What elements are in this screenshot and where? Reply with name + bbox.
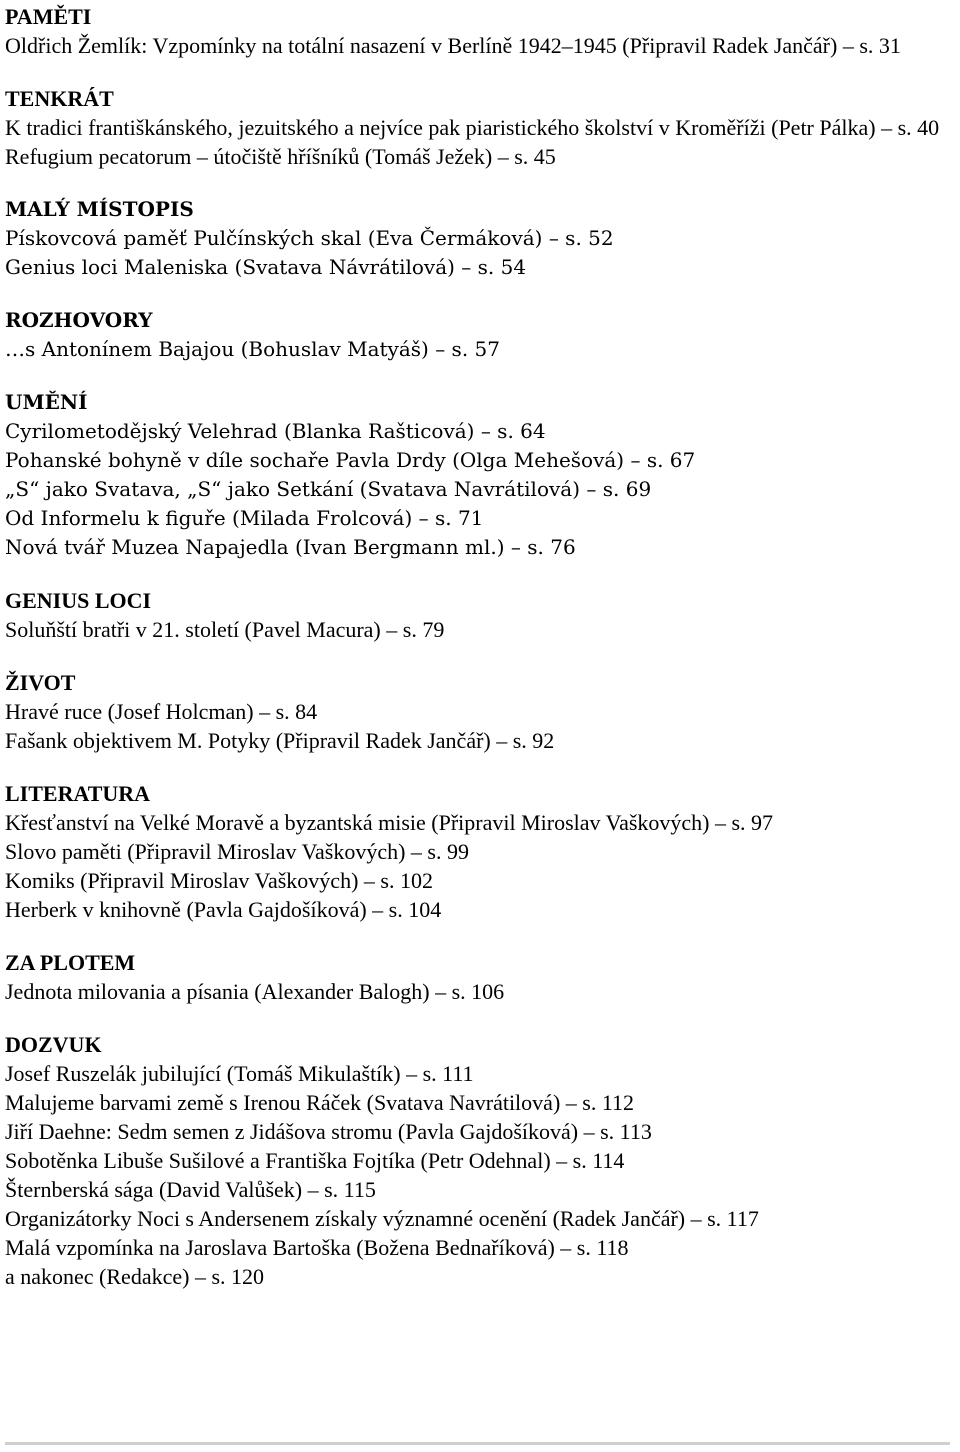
toc-entry: Pískovcová paměť Pulčínských skal (Eva Čermáková) – s. 52 — [5, 226, 614, 250]
section-title: LITERATURA — [5, 781, 151, 806]
toc-entry: Genius loci Maleniska (Svatava Návrátilová) – s. 54 — [5, 255, 527, 279]
section-maly-mistopis — [5, 195, 950, 282]
toc-entry: Jednota milovania a písania (Alexander Balogh) – s. 106 — [5, 979, 505, 1004]
toc-entry: „S“ jako Svatava, „S“ jako Setkání (Svatava Navrátilová) – s. 69 — [5, 477, 652, 501]
section-title: DOZVUK — [5, 1032, 102, 1057]
toc-entry: K tradici františkánského, jezuitského a nejvíce pak piaristického školství v Kroměříži (Petr Pálka) – s. 40 — [5, 115, 940, 140]
toc-entry: Od Informelu k figuře (Milada Frolcová) – s. 71 — [5, 506, 484, 530]
section-title: MALÝ MÍSTOPIS — [5, 197, 194, 221]
section-za-plotem — [5, 948, 950, 1006]
toc-entry: Křesťanství na Velké Moravě a byzantská misie (Připravil Miroslav Vaškových) – s. 97 — [5, 810, 774, 835]
toc-entry: Josef Ruszelák jubilující (Tomáš Mikulaštík) – s. 111 — [5, 1061, 474, 1086]
section-title: ROZHOVORY — [5, 308, 153, 332]
toc-entry: Nová tvář Muzea Napajedla (Ivan Bergmann ml.) – s. 76 — [5, 535, 576, 559]
section-zivot — [5, 668, 950, 755]
toc-entry: Soluňští bratři v 21. století (Pavel Macura) – s. 79 — [5, 617, 445, 642]
toc-entry: Šternberská sága (David Valůšek) – s. 115 — [5, 1177, 376, 1202]
toc-entry: Organizátorky Noci s Andersenem získaly významné ocenění (Radek Jančář) – s. 117 — [5, 1206, 759, 1231]
toc-entry: Komiks (Připravil Miroslav Vaškových) – s. 102 — [5, 868, 433, 893]
bottom-divider — [5, 1442, 950, 1445]
toc-entry: Fašank objektivem M. Potyky (Připravil Radek Jančář) – s. 92 — [5, 728, 555, 753]
section-title: UMĚNÍ — [5, 390, 88, 414]
section-tenkrat — [5, 84, 950, 171]
section-umeni — [5, 388, 950, 562]
toc-entry: Refugium pecatorum – útočiště hříšníků (Tomáš Ježek) – s. 45 — [5, 144, 556, 169]
table-of-contents — [5, 2, 950, 1315]
toc-entry: Jiří Daehne: Sedm semen z Jidášova stromu (Pavla Gajdošíková) – s. 113 — [5, 1119, 652, 1144]
toc-entry: Oldřich Žemlík: Vzpomínky na totální nasazení v Berlíně 1942–1945 (Připravil Radek Jančář) – s. 31 — [5, 33, 901, 58]
section-literatura — [5, 779, 950, 924]
toc-entry: Pohanské bohyně v díle sochaře Pavla Drdy (Olga Mehešová) – s. 67 — [5, 448, 696, 472]
toc-entry: Malujeme barvami země s Irenou Ráček (Svatava Navrátilová) – s. 112 — [5, 1090, 635, 1115]
section-title: TENKRÁT — [5, 86, 114, 111]
section-dozvuk — [5, 1030, 950, 1291]
toc-entry: …s Antonínem Bajajou (Bohuslav Matyáš) – s. 57 — [5, 337, 500, 361]
toc-entry: a nakonec (Redakce) – s. 120 — [5, 1264, 265, 1289]
section-title: PAMĚTI — [5, 4, 92, 29]
toc-entry: Sobotěnka Libuše Sušilové a Františka Fojtíka (Petr Odehnal) – s. 114 — [5, 1148, 625, 1173]
section-title: GENIUS LOCI — [5, 588, 152, 613]
section-rozhovory — [5, 306, 950, 364]
section-genius-loci — [5, 586, 950, 644]
section-title: ŽIVOT — [5, 670, 76, 695]
toc-entry: Herberk v knihovně (Pavla Gajdošíková) – s. 104 — [5, 897, 442, 922]
toc-entry: Cyrilometodějský Velehrad (Blanka Rašticová) – s. 64 — [5, 419, 546, 443]
section-pameti — [5, 2, 950, 60]
toc-entry: Malá vzpomínka na Jaroslava Bartoška (Božena Bednaříková) – s. 118 — [5, 1235, 629, 1260]
toc-entry: Hravé ruce (Josef Holcman) – s. 84 — [5, 699, 318, 724]
section-title: ZA PLOTEM — [5, 950, 136, 975]
toc-entry: Slovo paměti (Připravil Miroslav Vaškových) – s. 99 — [5, 839, 469, 864]
